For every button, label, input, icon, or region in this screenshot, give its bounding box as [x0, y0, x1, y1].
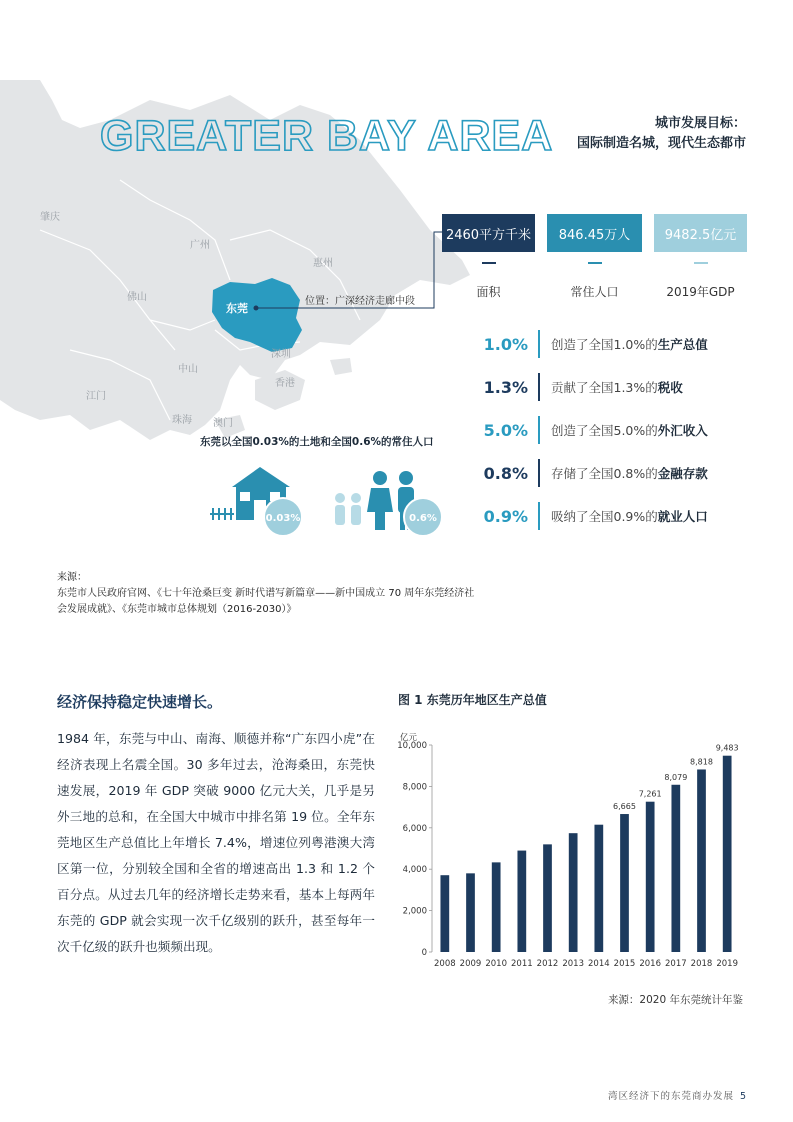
contribution-text: 创造了全国1.0%的生产总值 — [551, 337, 708, 352]
contribution-divider — [538, 502, 540, 530]
bar-2012 — [543, 844, 552, 952]
page-footer — [608, 1088, 747, 1102]
bar-2016 — [646, 802, 655, 952]
goal-text: 国际制造名城，现代生态都市 — [576, 136, 746, 151]
bar-2008 — [440, 875, 449, 952]
stat-gdp-box — [654, 214, 747, 252]
data-label: 7,261 — [638, 789, 662, 799]
y-tick-label: 4,000 — [402, 865, 427, 876]
x-tick-label: 2008 — [434, 959, 456, 969]
x-tick-label: 2016 — [639, 959, 661, 969]
city-label: 惠州 — [313, 258, 333, 269]
source-line: 会发展成就》、《东莞市城市总体规划（2016-2030）》 — [57, 604, 297, 615]
figure-title: 图 1 东莞历年地区生产总值 — [398, 693, 547, 707]
land-share-value: 0.03% — [265, 513, 301, 524]
y-tick-label: 8,000 — [402, 782, 427, 793]
contribution-row — [480, 372, 683, 402]
contribution-divider — [538, 373, 540, 401]
contribution-pct: 5.0% — [483, 420, 528, 440]
x-tick-label: 2011 — [511, 959, 533, 969]
contribution-pct: 1.3% — [483, 377, 528, 397]
bar-2017 — [671, 785, 680, 952]
contribution-pct: 0.8% — [483, 463, 528, 483]
page-number: 5 — [739, 1091, 747, 1102]
city-label: 香港 — [275, 378, 295, 389]
city-label: 澳门 — [213, 418, 233, 429]
city-label: 中山 — [178, 364, 198, 375]
contribution-row — [480, 458, 708, 488]
dongguan-label: 东莞 — [226, 302, 248, 315]
contribution-divider — [538, 330, 540, 358]
footer-title: 湾区经济下的东莞商办发展 — [607, 1091, 734, 1102]
share-icons — [210, 462, 450, 542]
figure-source: 来源：2020 年东莞统计年鉴 — [607, 994, 743, 1006]
data-label: 6,665 — [613, 802, 636, 812]
y-tick-label: 2,000 — [402, 906, 427, 917]
map-island — [330, 358, 352, 375]
page-title: GREATER BAY AREA — [100, 112, 554, 160]
bar-2015 — [620, 814, 629, 952]
stat-area-label: 面积 — [476, 285, 501, 299]
city-label: 广州 — [190, 240, 210, 251]
contribution-text: 创造了全国5.0%的外汇收入 — [551, 423, 708, 438]
contribution-divider — [538, 416, 540, 444]
bar-2014 — [594, 825, 603, 952]
data-label: 8,818 — [690, 757, 713, 767]
contribution-row — [480, 501, 708, 531]
data-label: 8,079 — [664, 772, 688, 782]
section-title: 经济保持稳定快速增长。 — [57, 693, 223, 711]
city-goal — [577, 114, 746, 154]
goal-label: 城市发展目标： — [654, 116, 746, 131]
y-tick-label: 0 — [421, 948, 427, 958]
contribution-pct: 1.0% — [483, 334, 528, 354]
city-label: 深圳 — [271, 349, 291, 360]
city-label: 佛山 — [127, 292, 147, 303]
source-note — [57, 570, 474, 618]
stat-gdp-value: 9482.5亿元 — [664, 227, 737, 243]
stat-area-value: 2460平方千米 — [445, 227, 532, 243]
contribution-row — [480, 415, 708, 445]
stat-population-label: 常住人口 — [570, 285, 619, 299]
x-tick-label: 2018 — [690, 959, 713, 969]
city-label: 江门 — [86, 391, 106, 402]
city-label: 珠海 — [172, 415, 192, 426]
stat-tick — [588, 262, 602, 264]
source-label: 来源： — [57, 572, 87, 583]
x-tick-label: 2012 — [536, 959, 559, 969]
x-tick-label: 2014 — [588, 959, 610, 969]
stat-population-value: 846.45万人 — [558, 227, 631, 243]
contribution-divider — [538, 459, 540, 487]
x-tick-label: 2010 — [485, 959, 507, 969]
bar-2013 — [569, 833, 578, 952]
stat-population-box — [547, 214, 642, 252]
y-tick-label: 6,000 — [402, 823, 427, 834]
population-share-value: 0.6% — [409, 513, 437, 524]
contribution-row — [480, 329, 708, 359]
x-tick-label: 2009 — [459, 959, 482, 969]
stat-tick — [482, 262, 496, 264]
contribution-text: 存储了全国0.8%的金融存款 — [551, 466, 708, 481]
bar-2019 — [723, 756, 732, 952]
source-line: 东莞市人民政府官网、《七十年沧桑巨变 新时代谱写新篇章——新中国成立 70 周年东莞经济社 — [57, 588, 475, 599]
bar-2010 — [492, 862, 501, 952]
location-label: 位置：广深经济走廊中段 — [305, 296, 415, 307]
gdp-bar-chart — [390, 730, 750, 975]
y-axis-unit: 亿元 — [400, 733, 418, 743]
x-tick-label: 2015 — [613, 959, 636, 969]
stat-tick — [694, 262, 708, 264]
family-icon — [335, 471, 414, 530]
city-label: 肇庆 — [40, 212, 60, 223]
data-label: 9,483 — [715, 743, 739, 753]
x-tick-label: 2019 — [716, 959, 738, 969]
bar-2009 — [466, 873, 475, 952]
contribution-text: 吸纳了全国0.9%的就业人口 — [551, 509, 708, 524]
share-caption: 东莞以全国0.03%的土地和全国0.6%的常住人口 — [200, 436, 434, 448]
contribution-pct: 0.9% — [483, 506, 528, 526]
x-tick-label: 2017 — [665, 959, 687, 969]
x-tick-label: 2013 — [562, 959, 584, 969]
bar-2018 — [697, 769, 706, 952]
stat-gdp-label: 2019年GDP — [666, 285, 735, 299]
contribution-text: 贡献了全国1.3%的税收 — [551, 380, 683, 395]
section-body: 1984 年，东莞与中山、南海、顺德并称“广东四小虎”在经济表现上名震全国。30 多年过去，沧海桑田，东莞快速发展，2019 年 GDP 突破 9000 亿元大关，几乎是另外三地的总和，在全国大中城市中排名第 19 位。全年东莞地区生产总值比上年增长 7.4%，增速位列粤港澳大湾区第一位，分别较全国和全省的增速高出 1.3 和 1.2 个百分点。从过去几年的经济增长走势来看，基本上每两年东莞的 GDP 就会实现一次千亿级别的跃升，甚至每年一次千亿级的跃升也频频出现。 — [57, 731, 375, 954]
stat-area-box — [442, 214, 535, 252]
y-tick-label: 10,000 — [397, 741, 427, 751]
bar-2011 — [517, 851, 526, 952]
